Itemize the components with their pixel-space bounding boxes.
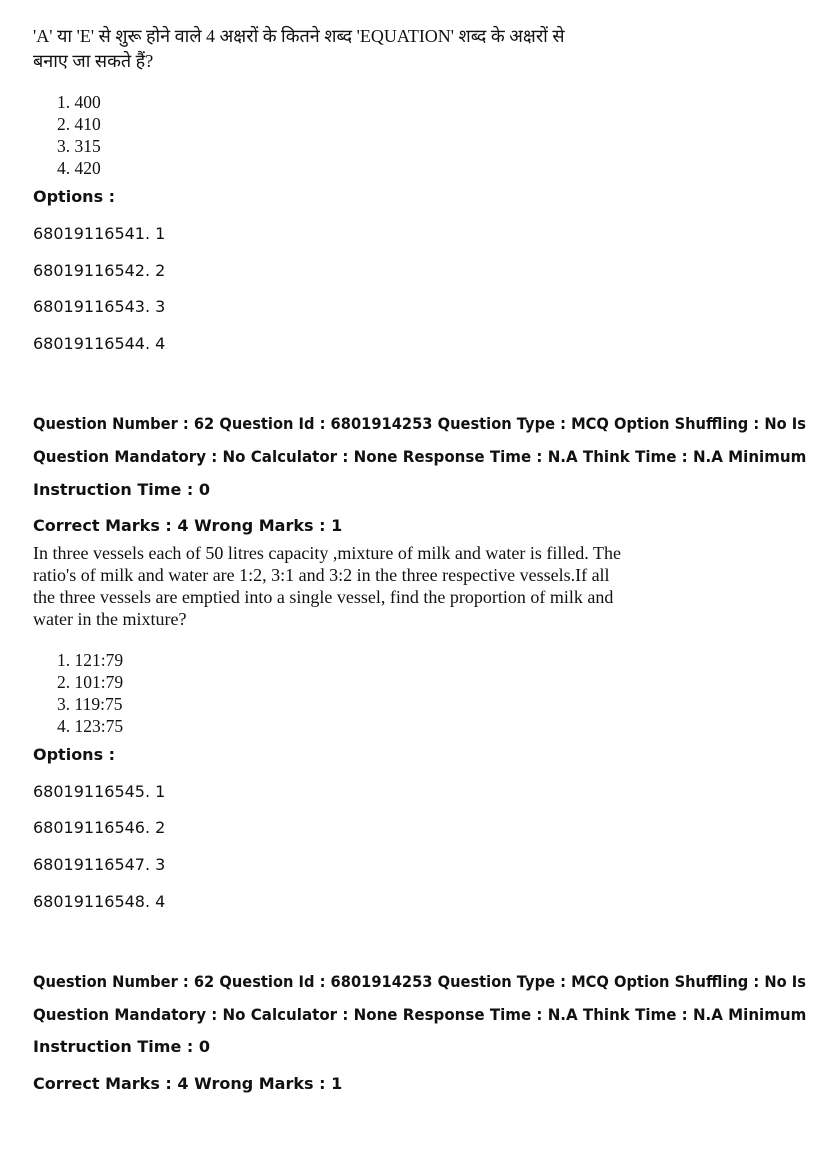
choice-4: 4. 420	[57, 158, 101, 178]
question-text-line-1: In three vessels each of 50 litres capacity ,mixture of milk and water is filled. The	[33, 543, 621, 563]
question-meta-line-2: Question Mandatory : No Calculator : None Response Time : N.A Think Time : N.A Minimum	[33, 447, 807, 466]
choice-2: 2. 101:79	[57, 672, 124, 692]
choice-4: 4. 123:75	[57, 716, 124, 736]
question-meta-line-1: Question Number : 62 Question Id : 6801914253 Question Type : MCQ Option Shuffling : No Is	[33, 972, 806, 991]
choice-2: 2. 410	[57, 114, 101, 134]
option-3: 68019116547. 3	[33, 855, 166, 874]
option-3: 68019116543. 3	[33, 297, 166, 316]
option-4: 68019116548. 4	[33, 892, 166, 911]
options-label: Options :	[33, 745, 116, 764]
question-text-line-4: water in the mixture?	[33, 609, 187, 629]
option-4: 68019116544. 4	[33, 334, 166, 353]
marks-line: Correct Marks : 4 Wrong Marks : 1	[33, 516, 343, 535]
option-1: 68019116541. 1	[33, 224, 166, 243]
choice-3: 3. 315	[57, 136, 101, 156]
question-meta-line-2: Question Mandatory : No Calculator : None Response Time : N.A Think Time : N.A Minimum	[33, 1005, 807, 1024]
choice-3: 3. 119:75	[57, 694, 123, 714]
question-meta-line-1: Question Number : 62 Question Id : 6801914253 Question Type : MCQ Option Shuffling : No Is	[33, 414, 806, 433]
option-1: 68019116545. 1	[33, 782, 166, 801]
question-text-line-2: ratio's of milk and water are 1:2, 3:1 and 3:2 in the three respective vessels.If all	[33, 565, 610, 585]
marks-line: Correct Marks : 4 Wrong Marks : 1	[33, 1074, 343, 1093]
option-2: 68019116542. 2	[33, 261, 166, 280]
question-text-line-3: the three vessels are emptied into a single vessel, find the proportion of milk and	[33, 587, 614, 607]
question-text-line-2: बनाए जा सकते हैं?	[33, 51, 154, 71]
option-2: 68019116546. 2	[33, 818, 166, 837]
choice-1: 1. 400	[57, 92, 101, 112]
question-meta-line-3: Instruction Time : 0	[33, 1037, 210, 1056]
question-meta-line-3: Instruction Time : 0	[33, 480, 210, 499]
choice-1: 1. 121:79	[57, 650, 124, 670]
options-label: Options :	[33, 187, 116, 206]
question-text-line-1: 'A' या 'E' से शुरू होने वाले 4 अक्षरों के कितने शब्द 'EQUATION' शब्द के अक्षरों से	[33, 26, 565, 46]
